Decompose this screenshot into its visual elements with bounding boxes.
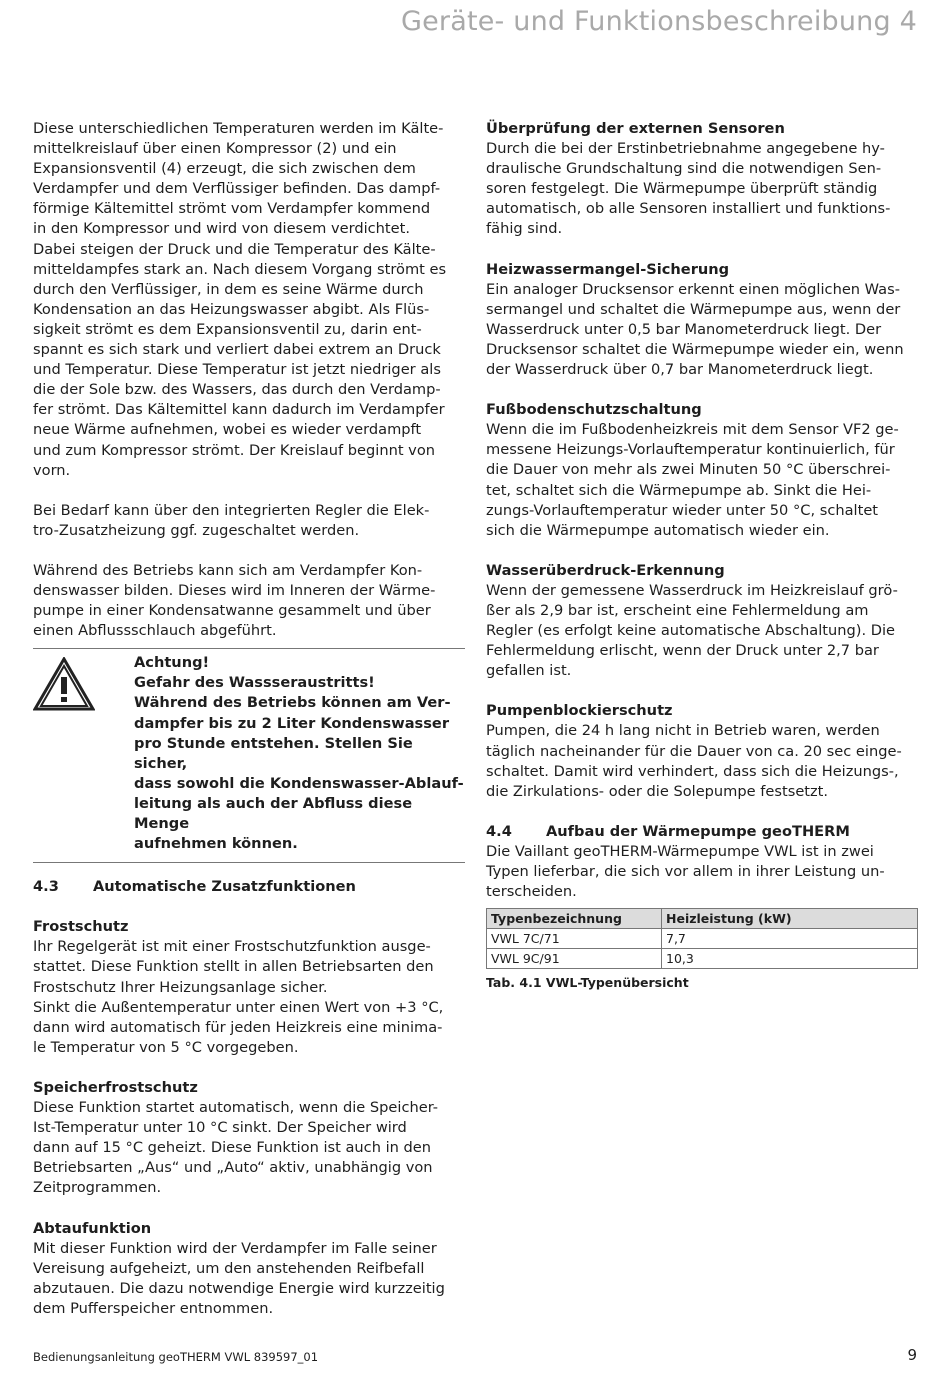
aufbau-line: Typen lieferbar, die sich vor allem in ihrer Leistung un- [486,863,885,880]
frostschutz-heading: Frostschutz [33,918,129,936]
intro-line: Expansionsventil (4) erzeugt, die sich zwischen dem [33,160,416,178]
fussboden-line: sich die Wärmepumpe automatisch wieder ein. [486,521,830,539]
sensoren-heading: Überprüfung der externen Sensoren [486,120,785,137]
abtau-line: abzutauen. Die dazu notwendige Energie wird kurzzeitig [33,1279,445,1297]
sensor-line: soren festgelegt. Die Wärmepumpe überprüft ständig [486,180,878,198]
table-header-row [487,909,918,929]
frost-line: le Temperatur von 5 °C vorgegeben. [33,1038,299,1056]
left-column [33,119,465,1319]
warning-line: Während des Betriebs können am Ver- [134,694,451,712]
section-4-4-heading [486,822,918,842]
betrieb-line: einen Abflussschlauch abgeführt. [33,622,277,640]
fussbodenschutz-heading: Fußbodenschutzschaltung [486,401,702,419]
section-number: 4.3 [33,878,59,896]
speicher-line: Ist-Temperatur unter 10 °C sinkt. Der Speicher wird [33,1119,407,1137]
warning-line: pro Stunde entstehen. Stellen Sie sicher, [134,734,413,772]
ueberdruck-line: ßer als 2,9 bar ist, erscheint eine Fehlermeldung am [486,601,869,619]
intro-line: vorn. [33,461,71,479]
speicher-line: Diese Funktion startet automatisch, wenn die Speicher- [33,1099,439,1117]
aufbau-paragraph [486,842,918,902]
aufbau-line: Die Vaillant geoTHERM-Wärmepumpe VWL ist in zwei [486,842,874,860]
table-cell: 7,7 [662,929,918,949]
table-header-cell: Heizleistung (kW) [662,909,918,929]
betrieb-line: Während des Betriebs kann sich am Verdampfer Kon- [33,561,423,579]
abtaufunktion-paragraph [33,1239,465,1319]
ueberdruck-line: Fehlermeldung erlischt, wenn der Druck unter 2,7 bar [486,642,879,660]
frost-line: Frostschutz Ihrer Heizungsanlage sicher. [33,978,328,996]
intro-line: durch den Verflüssiger, in dem es seine Wärme durch [33,280,424,298]
pumpen-line: Pumpen, die 24 h lang nicht in Betrieb waren, werden [486,722,880,740]
abtau-line: Vereisung aufgeheizt, um den anstehenden Reifbefall [33,1259,425,1277]
intro-line: spannt es sich stark und verliert dabei extrem an Druck [33,341,441,359]
intro-line: in den Kompressor und wird von diesem verdichtet. [33,220,410,238]
section-title: Automatische Zusatzfunktionen [93,878,356,896]
table-cell: VWL 9C/91 [487,949,662,969]
intro-paragraph [33,119,465,481]
intro-line: mittelkreislauf über einen Kompressor (2) und ein [33,140,397,158]
frost-line: dann wird automatisch für jeden Heizkreis eine minima- [33,1018,443,1036]
intro-line: Verdampfer und dem Verflüssiger befinden. Das dampf- [33,180,441,198]
section-title: Aufbau der Wärmepumpe geoTHERM [546,822,850,840]
type-overview-table [486,908,918,969]
warning-line: leitung als auch der Abfluss diese Menge [134,794,413,832]
ueberdruck-line: Wenn der gemessene Wasserdruck im Heizkreislauf grö- [486,581,898,599]
frostschutz-paragraph [33,937,465,1058]
mangel-line: sermangel und schaltet die Wärmepumpe aus, wenn der [486,300,901,318]
warning-line: dass sowohl die Kondenswasser-Ablauf- [134,774,464,792]
right-column [486,119,918,990]
intro-line: Dabei steigen der Druck und die Temperatur des Kälte- [33,240,436,258]
pumpen-line: schaltet. Damit wird verhindert, dass sich die Heizungs-, [486,762,899,780]
table-cell: VWL 7C/71 [487,929,662,949]
warning-triangle-icon [33,657,95,711]
pumpen-line: die Zirkulations- oder die Solepumpe festsetzt. [486,782,829,800]
speicher-line: dann auf 15 °C geheizt. Diese Funktion ist auch in den [33,1139,432,1157]
betrieb-paragraph [33,561,465,641]
sensor-line: draulische Grundschaltung sind die notwendigen Sen- [486,160,882,178]
table-row [487,949,918,969]
intro-line: förmige Kältemittel strömt vom Verdampfer kommend [33,200,431,218]
sensor-line: fähig sind. [486,220,563,238]
intro-line: die der Sole bzw. des Wassers, das durch den Verdamp- [33,381,441,399]
mangel-line: Ein analoger Drucksensor erkennt einen möglichen Was- [486,280,900,298]
frost-line: Ihr Regelgerät ist mit einer Frostschutzfunktion ausge- [33,938,431,956]
intro-line: fer strömt. Das Kältemittel kann dadurch im Verdampfer [33,401,445,419]
table-header-cell: Typenbezeichnung [487,909,662,929]
bedarf-paragraph [33,501,465,541]
aufbau-line: terscheiden. [486,883,577,901]
speicherfrostschutz-paragraph [33,1098,465,1198]
bedarf-line: tro-Zusatzheizung ggf. zugeschaltet werden. [33,521,360,539]
heizwassermangel-heading: Heizwassermangel-Sicherung [486,260,730,278]
intro-line: Kondensation an das Heizungswasser abgibt. Als Flüs- [33,300,430,318]
fussboden-line: messene Heizungs-Vorlauftemperatur kontinuierlich, für [486,441,895,459]
sensor-line: automatisch, ob alle Sensoren installiert und funktions- [486,200,891,218]
abtau-line: Mit dieser Funktion wird der Verdampfer im Falle seiner [33,1239,437,1257]
footer-document-title: Bedienungsanleitung geoTHERM VWL 839597_01 [33,1350,319,1364]
frost-line: stattet. Diese Funktion stellt in allen Betriebsarten den [33,958,434,976]
fussboden-line: Wenn die im Fußbodenheizkreis mit dem Sensor VF2 ge- [486,421,899,439]
fussboden-line: tet, schaltet sich die Wärmepumpe ab. Sinkt die Hei- [486,481,872,499]
sensor-line: Durch die bei der Erstinbetriebnahme angegebene hy- [486,140,885,158]
table-cell: 10,3 [662,949,918,969]
pumpen-line: täglich nacheinander für die Dauer von ca. 20 sec einge- [486,742,902,760]
page-header-title: Geräte- und Funktionsbeschreibung 4 [400,6,917,37]
intro-line: und zum Kompressor strömt. Der Kreislauf beginnt von [33,441,435,459]
pumpenblockierschutz-paragraph [486,721,918,801]
ueberdruck-paragraph [486,581,918,681]
ueberdruck-line: gefallen ist. [486,662,572,680]
warning-subtitle: Gefahr des Wassseraustritts! [134,674,375,692]
intro-line: mitteldampfes stark an. Nach diesem Vorgang strömt es [33,260,447,278]
speicher-line: Zeitprogrammen. [33,1179,162,1197]
fussboden-line: zungs-Vorlauftemperatur wieder unter 50 °C, schaltet [486,501,879,519]
mangel-line: Wasserdruck unter 0,5 bar Manometerdruck liegt. Der [486,320,882,338]
table-row [487,929,918,949]
intro-line: neue Wärme aufnehmen, wobei es wieder verdampft [33,421,422,439]
warning-line: aufnehmen können. [134,835,298,853]
fussboden-line: die Dauer von mehr als zwei Minuten 50 °C überschrei- [486,461,891,479]
fussbodenschutz-paragraph [486,420,918,541]
ueberdruck-line: Regler (es erfolgt keine automatische Abschaltung). Die [486,622,895,640]
table-caption: Tab. 4.1 VWL-Typenübersicht [486,975,689,991]
betrieb-line: denswasser bilden. Dieses wird im Inneren der Wärme- [33,581,436,599]
warning-box [33,648,465,863]
heizwassermangel-paragraph [486,280,918,380]
pumpenblockierschutz-heading: Pumpenblockierschutz [486,702,673,720]
page-number: 9 [907,1346,917,1364]
speicherfrostschutz-heading: Speicherfrostschutz [33,1078,198,1096]
intro-line: Diese unterschiedlichen Temperaturen werden im Kälte- [33,120,444,137]
section-number: 4.4 [486,822,512,840]
mangel-line: Drucksensor schaltet die Wärmepumpe wieder ein, wenn [486,340,904,358]
mangel-line: der Wasserdruck über 0,7 bar Manometerdruck liegt. [486,361,874,379]
abtau-line: dem Pufferspeicher entnommen. [33,1299,274,1317]
abtaufunktion-heading: Abtaufunktion [33,1219,152,1237]
warning-title: Achtung! [134,654,210,672]
speicher-line: Betriebsarten „Aus“ und „Auto“ aktiv, unabhängig von [33,1159,433,1177]
frost-line: Sinkt die Außentemperatur unter einen Wert von +3 °C, [33,998,444,1016]
section-4-3-heading [33,877,465,897]
sensoren-paragraph [486,139,918,239]
warning-line: dampfer bis zu 2 Liter Kondenswasser [134,714,450,732]
bedarf-line: Bei Bedarf kann über den integrierten Regler die Elek- [33,501,430,519]
betrieb-line: pumpe in einer Kondensatwanne gesammelt und über [33,602,431,620]
ueberdruck-heading: Wasserüberdruck-Erkennung [486,561,725,579]
intro-line: sigkeit strömt es dem Expansionsventil zu, darin ent- [33,320,422,338]
intro-line: und Temperatur. Diese Temperatur ist jetzt niedriger als [33,361,441,379]
